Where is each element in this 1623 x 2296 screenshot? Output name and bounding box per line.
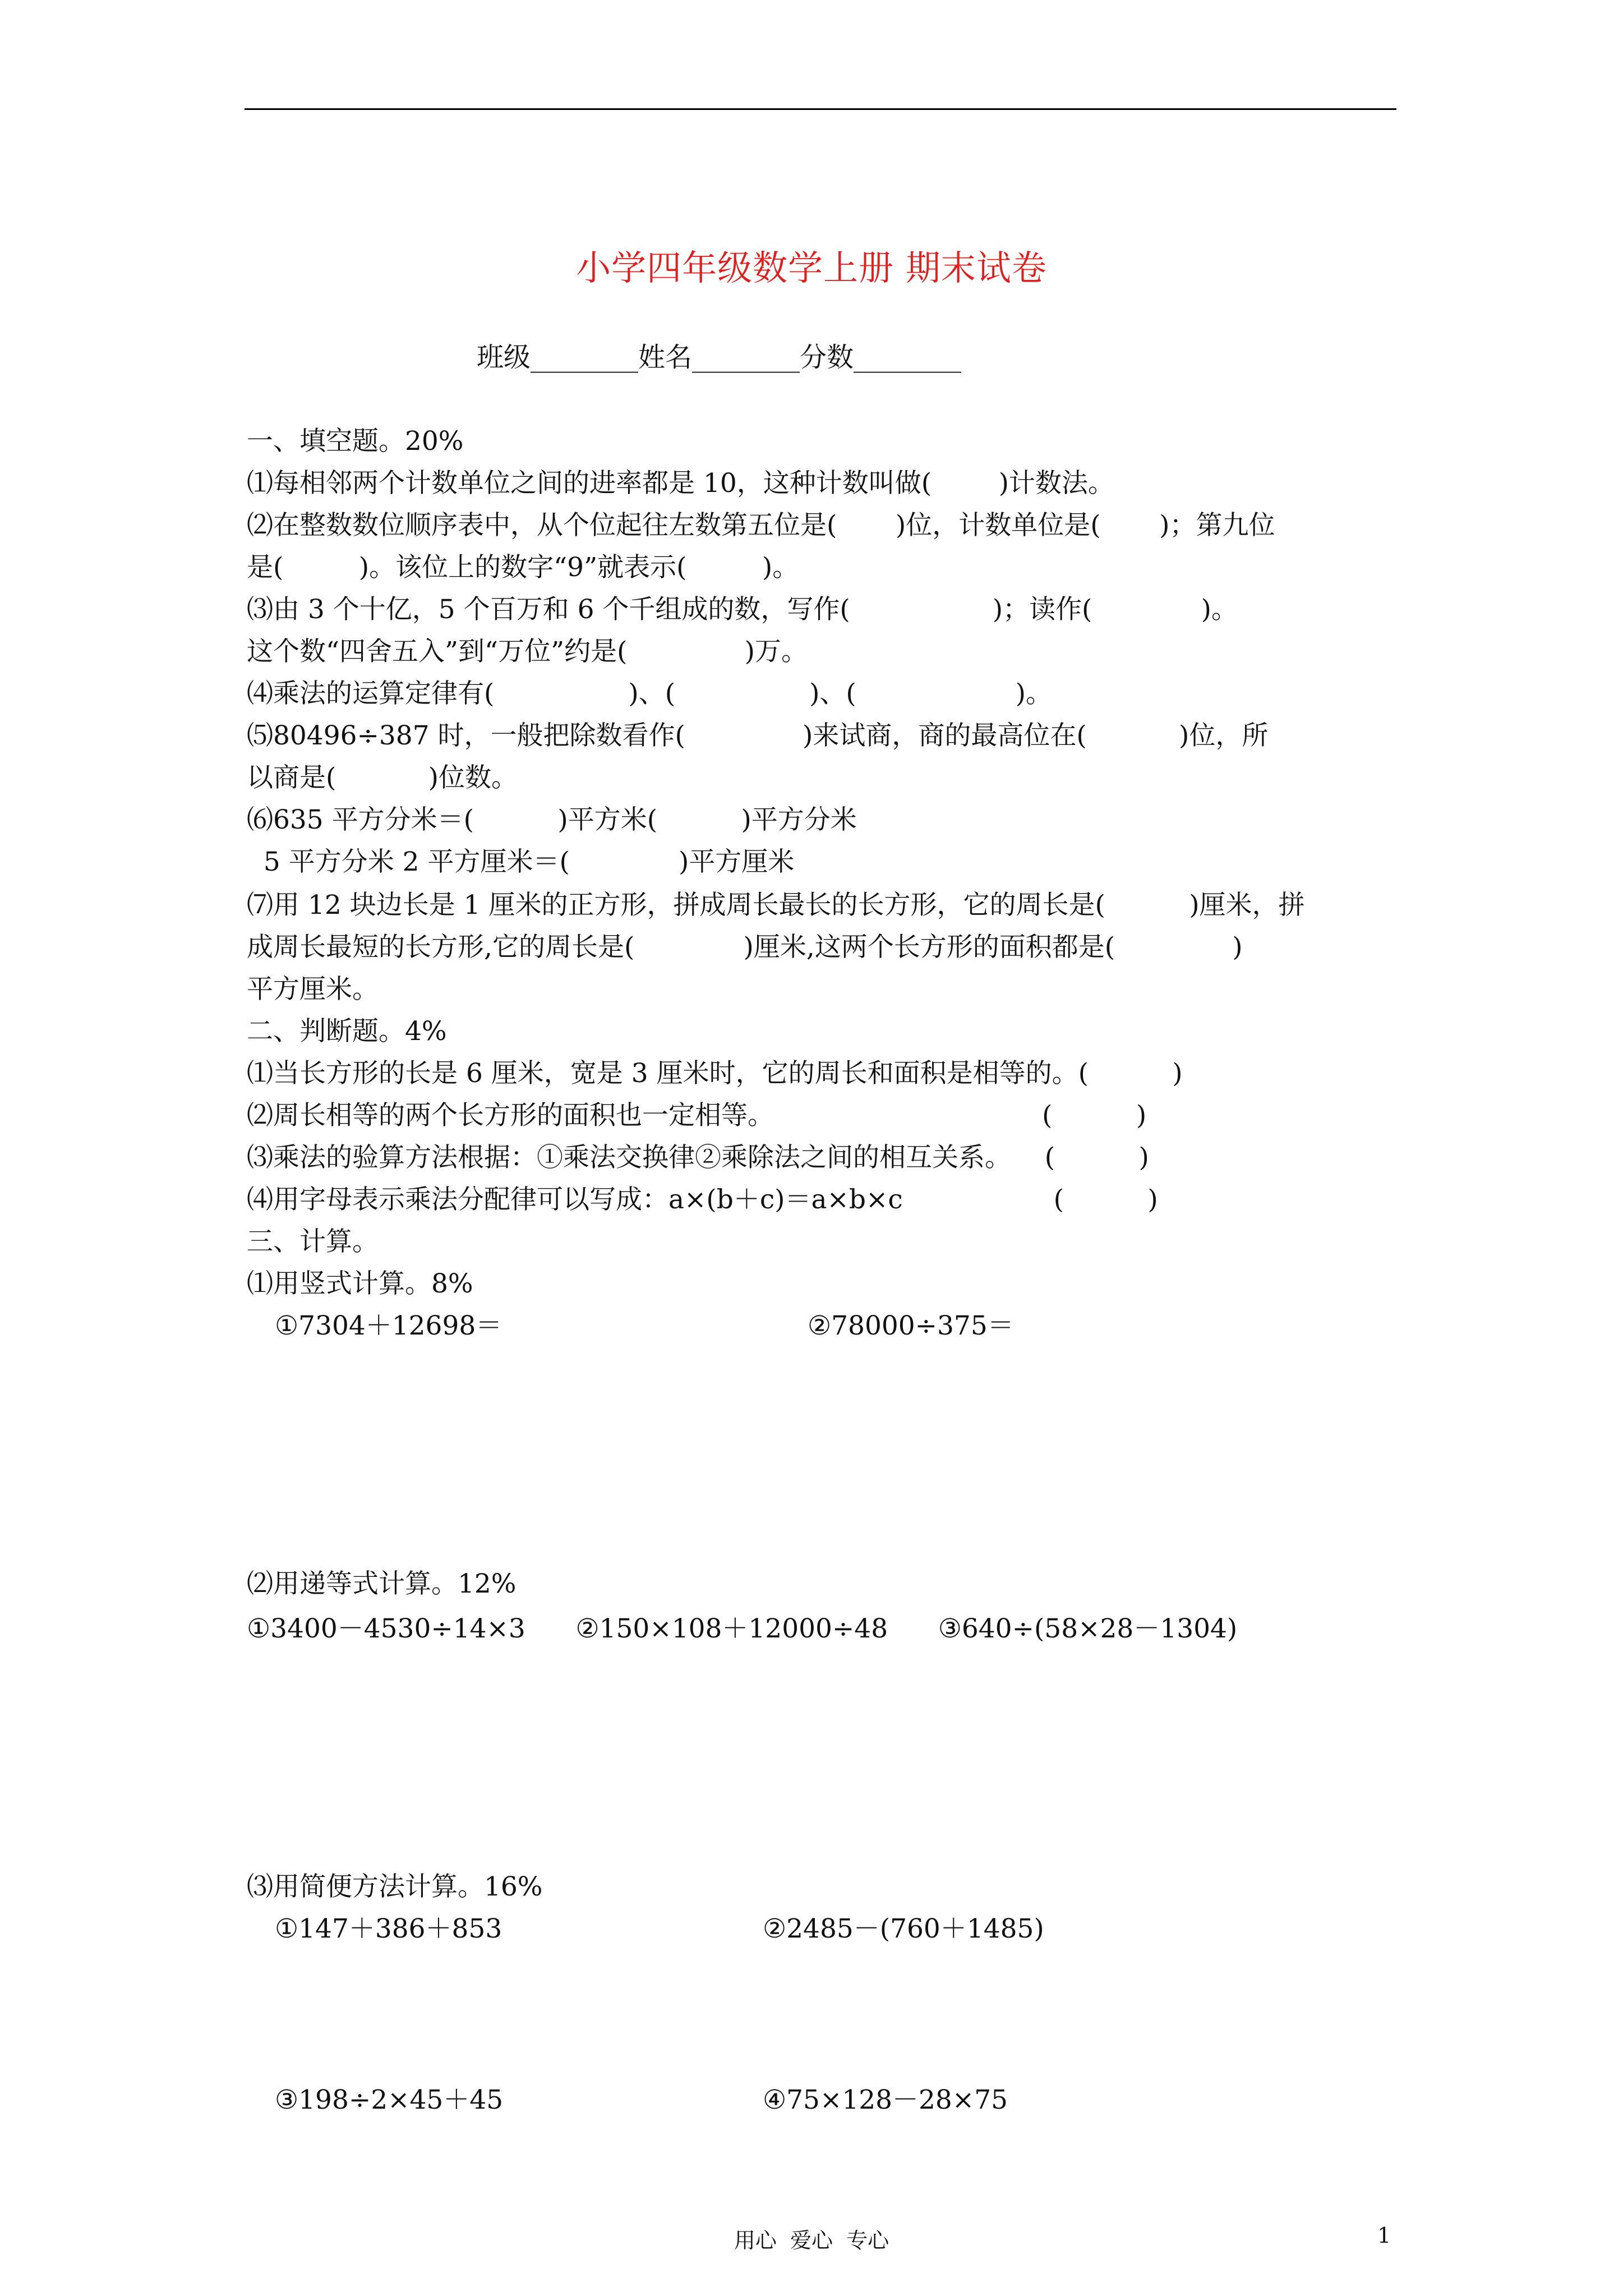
- section3-part2-heading: ⑵用递等式计算。12%: [247, 1568, 517, 1599]
- section3-part3-heading: ⑶用简便方法计算。16%: [247, 1871, 543, 1902]
- section1-line: 以商是( )位数。: [247, 762, 518, 793]
- page-number: 1: [1377, 2223, 1391, 2248]
- section1-line: ⑵在整数数位顺序表中，从个位起往左数第五位是( )位，计数单位是( )；第九位: [247, 510, 1275, 541]
- section1-line: 这个数“四舍五入”到“万位”约是( )万。: [247, 636, 808, 667]
- vertical-calc-q1: ①7304＋12698＝: [275, 1310, 502, 1341]
- student-info-line: 班级________姓名________分数________: [477, 342, 962, 373]
- section1-line: ⑷乘法的运算定律有( )、( )、( )。: [247, 678, 1052, 709]
- footer-slogan: 用心 爱心 专心: [734, 2228, 889, 2253]
- vertical-calc-q2: ②78000÷375＝: [808, 1310, 1014, 1341]
- section1-line: ⑺用 12 块边长是 1 厘米的正方形，拼成周长最长的长方形，它的周长是( )厘米，拼: [247, 890, 1305, 921]
- section2-line: ⑶乘法的验算方法根据：①乘法交换律②乘除法之间的相互关系。 ( ): [247, 1142, 1149, 1173]
- simplify-calc-q3: ③198÷2×45＋45: [275, 2085, 504, 2115]
- section1-line: ⑶由 3 个十亿，5 个百万和 6 个千组成的数，写作( )；读作( )。: [247, 594, 1238, 625]
- section2-line: ⑴当长方形的长是 6 厘米，宽是 3 厘米时，它的周长和面积是相等的。( ): [247, 1058, 1183, 1089]
- section1-line: ⑹635 平方分米＝( )平方米( )平方分米: [247, 804, 857, 835]
- section1-line: 5 平方分米 2 平方厘米＝( )平方厘米: [247, 846, 795, 877]
- simplify-calc-q1: ①147＋386＋853: [275, 1913, 502, 1944]
- section3-part1-heading: ⑴用竖式计算。8%: [247, 1268, 473, 1299]
- section1-line: 是( )。该位上的数字“9”就表示( )。: [247, 552, 799, 583]
- simplify-calc-q2: ②2485－(760＋1485): [763, 1913, 1044, 1944]
- section2-heading: 二、判断题。4%: [247, 1016, 447, 1047]
- section1-line: 平方厘米。: [247, 974, 379, 1005]
- section1-line: ⑸80496÷387 时，一般把除数看作( )来试商，商的最高位在( )位，所: [247, 720, 1269, 751]
- simplify-calc-q4: ④75×128－28×75: [763, 2085, 1008, 2115]
- section1-line: ⑴每相邻两个计数单位之间的进率都是 10，这种计数叫做( )计数法。: [247, 468, 1114, 499]
- section3-heading: 三、计算。: [247, 1226, 379, 1257]
- section2-line: ⑷用字母表示乘法分配律可以写成：a×(b＋c)＝a×b×c ( ): [247, 1184, 1158, 1215]
- section1-line: 成周长最短的长方形,它的周长是( )厘米,这两个长方形的面积都是( ): [247, 932, 1243, 963]
- header-rule: [245, 108, 1396, 110]
- section2-line: ⑵周长相等的两个长方形的面积也一定相等。 ( ): [247, 1100, 1147, 1131]
- page-title: 小学四年级数学上册 期末试卷: [576, 247, 1047, 288]
- section1-heading: 一、填空题。20%: [247, 426, 464, 457]
- stepwise-calc-line: ①3400－4530÷14×3 ②150×108＋12000÷48 ③640÷(58×28－1304): [247, 1613, 1238, 1644]
